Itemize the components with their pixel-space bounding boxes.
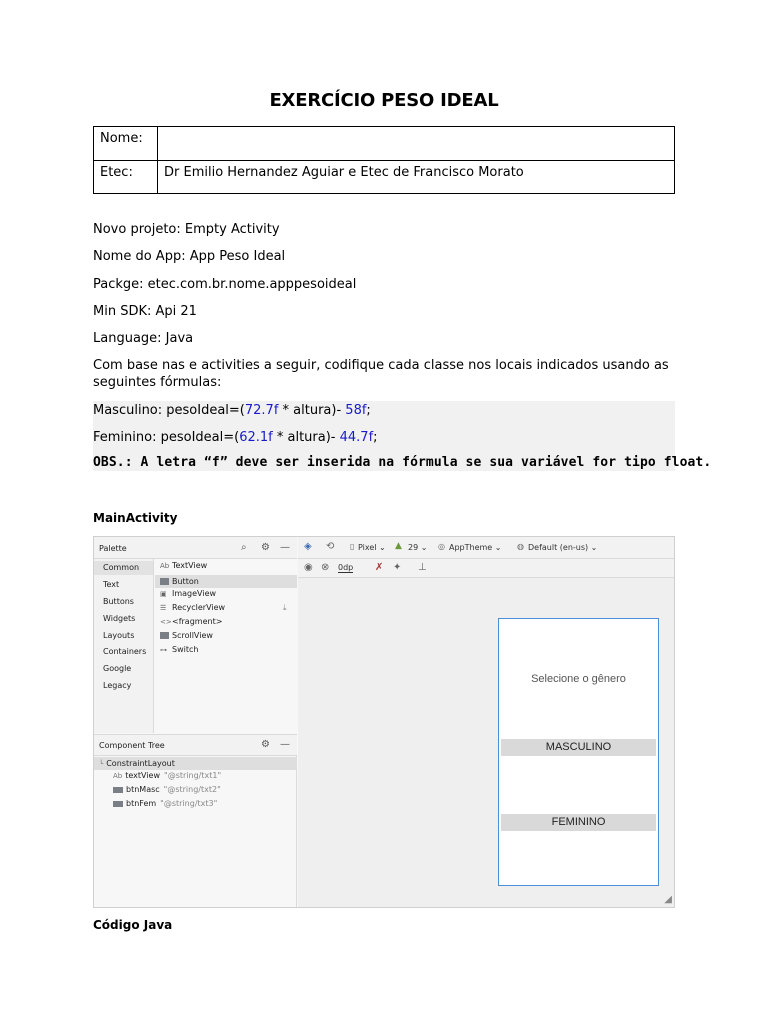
button-icon xyxy=(160,578,169,585)
package-text: Packge: etec.com.br.nome.apppesoideal xyxy=(93,277,357,292)
category-common[interactable]: Common xyxy=(94,561,153,575)
formula-text: * altura)- xyxy=(278,403,346,418)
orientation-icon[interactable]: ⟲ xyxy=(326,541,335,552)
design-toolbar xyxy=(298,537,675,559)
feminino-button[interactable]: FEMININO xyxy=(501,814,656,831)
palette-item-imageview[interactable] xyxy=(160,589,216,598)
android-studio-screenshot xyxy=(93,536,675,908)
margin-select[interactable] xyxy=(338,563,353,573)
min-sdk-text: Min SDK: Api 21 xyxy=(93,304,197,319)
instruction-text: Com base nas e activities a seguir, codifique cada classe nos locais indicados usando as seguintes fórmulas: xyxy=(93,358,669,390)
category-legacy[interactable]: Legacy xyxy=(103,681,132,690)
eye-icon[interactable]: ◉ xyxy=(304,562,313,573)
gender-prompt-label: Selecione o gênero xyxy=(531,673,626,685)
layers-icon[interactable]: ◈ xyxy=(304,541,312,552)
constraint-toolbar xyxy=(298,559,675,578)
palette-item-scrollview[interactable] xyxy=(160,631,213,640)
formula-number: 44.7f xyxy=(339,430,374,445)
formula-text: Feminino: pesoIdeal=( xyxy=(93,430,240,445)
search-icon[interactable]: ⌕ xyxy=(241,542,247,553)
formula-masculino xyxy=(93,403,371,418)
device-icon: ▯ xyxy=(350,542,355,551)
magnet-icon[interactable]: ⊗ xyxy=(321,562,330,573)
minimize-icon[interactable]: — xyxy=(280,739,290,750)
table-row xyxy=(94,127,675,161)
etec-value: Dr Emilio Hernandez Aguiar e Etec de Francisco Morato xyxy=(158,161,675,194)
formula-number: 72.7f xyxy=(244,403,279,418)
code-icon: <> xyxy=(160,618,172,626)
component-tree-title: Component Tree xyxy=(99,741,165,750)
formula-feminino xyxy=(93,430,378,445)
design-canvas[interactable] xyxy=(298,578,675,908)
palette-header xyxy=(94,537,297,559)
download-icon[interactable]: ⤓ xyxy=(283,603,287,612)
item-label: TextView xyxy=(172,561,208,570)
locale-label: Default (en-us) xyxy=(528,543,589,552)
minimize-icon[interactable]: — xyxy=(280,542,290,553)
palette-categories xyxy=(94,559,154,733)
tree-node-btnfem[interactable] xyxy=(113,799,217,808)
device-preview xyxy=(498,618,659,886)
api-label: 29 xyxy=(408,543,419,552)
node-label: textView xyxy=(125,771,161,780)
infer-constraints-icon[interactable]: ✦ xyxy=(393,562,402,573)
node-label: ConstraintLayout xyxy=(106,759,175,768)
category-containers[interactable]: Containers xyxy=(103,647,147,656)
info-table xyxy=(93,126,675,194)
component-tree xyxy=(94,756,297,908)
list-icon: ☰ xyxy=(160,604,167,612)
gear-icon[interactable]: ⚙ xyxy=(261,542,270,553)
category-google[interactable]: Google xyxy=(103,664,132,673)
component-tree-header xyxy=(94,734,297,756)
masculino-button[interactable]: MASCULINO xyxy=(501,739,656,756)
palette-items xyxy=(155,559,297,733)
palette-item-textview[interactable] xyxy=(160,561,207,570)
obs-note: OBS.: A letra “f” deve ser inserida na fórmula se sua variável for tipo float. xyxy=(93,455,712,470)
theme-label: AppTheme xyxy=(449,543,493,552)
palette-item-fragment[interactable] xyxy=(160,617,222,626)
tree-node-btnmasc[interactable] xyxy=(113,785,221,794)
item-label: ImageView xyxy=(172,589,217,598)
etec-label: Etec: xyxy=(94,161,158,194)
image-icon: ▣ xyxy=(160,590,167,598)
formula-number: 58f xyxy=(345,403,367,418)
palette-item-recyclerview[interactable] xyxy=(160,603,225,612)
formula-text: ; xyxy=(366,403,371,418)
api-select[interactable]: 29 ⌄ xyxy=(408,543,428,552)
locale-select[interactable]: Default (en-us) ⌄ xyxy=(528,543,598,552)
tree-node-textview[interactable] xyxy=(113,771,221,780)
table-row xyxy=(94,161,675,194)
margin-label: 0dp xyxy=(338,563,354,572)
tree-node-constraintlayout[interactable] xyxy=(94,757,297,770)
layout-icon: └ xyxy=(99,760,104,768)
name-value xyxy=(158,127,675,161)
item-label: ScrollView xyxy=(172,631,213,640)
guidelines-icon[interactable]: ⊥ xyxy=(418,562,427,573)
novo-projeto-text: Novo projeto: Empty Activity xyxy=(93,222,280,237)
item-label: RecyclerView xyxy=(172,603,226,612)
palette-item-button[interactable] xyxy=(155,575,297,588)
node-label: btnMasc xyxy=(126,785,160,794)
name-label: Nome: xyxy=(94,127,158,161)
category-text[interactable]: Text xyxy=(103,580,120,589)
item-label: Button xyxy=(172,577,199,586)
theme-select[interactable]: AppTheme ⌄ xyxy=(449,543,502,552)
formula-number: 62.1f xyxy=(239,430,273,445)
item-label: Switch xyxy=(172,645,199,654)
node-attr: "@string/txt3" xyxy=(160,799,218,808)
formula-text: ; xyxy=(373,430,378,445)
gear-icon[interactable]: ⚙ xyxy=(261,739,270,750)
formula-text: * altura)- xyxy=(272,430,340,445)
document-title: EXERCÍCIO PESO IDEAL xyxy=(269,90,499,111)
language-text: Language: Java xyxy=(93,331,194,346)
category-widgets[interactable]: Widgets xyxy=(103,614,136,623)
palette-item-switch[interactable] xyxy=(160,645,198,654)
globe-icon: ◍ xyxy=(517,542,524,551)
node-label: btnFem xyxy=(126,799,157,808)
device-label: Pixel xyxy=(358,543,377,552)
android-icon: ▲ xyxy=(395,541,402,551)
button-icon xyxy=(113,787,123,793)
device-select[interactable]: Pixel ⌄ xyxy=(358,543,386,552)
node-attr: "@string/txt2" xyxy=(163,785,221,794)
node-attr: "@string/txt1" xyxy=(164,771,222,780)
switch-icon: ⊶ xyxy=(160,646,167,654)
item-label: <fragment> xyxy=(172,617,223,626)
section-java-code: Código Java xyxy=(93,918,173,932)
text-icon: Ab xyxy=(113,772,123,780)
category-buttons[interactable]: Buttons xyxy=(103,597,134,606)
nome-app-text: Nome do App: App Peso Ideal xyxy=(93,249,286,264)
formula-text: Masculino: pesoIdeal=( xyxy=(93,403,245,418)
clear-constraints-icon[interactable]: ✗ xyxy=(375,562,384,573)
resize-handle-icon[interactable]: ◢ xyxy=(664,894,672,905)
scroll-icon xyxy=(160,632,169,639)
section-main-activity: MainActivity xyxy=(93,511,178,525)
text-icon: Ab xyxy=(160,562,170,570)
category-layouts[interactable]: Layouts xyxy=(103,631,135,640)
button-icon xyxy=(113,801,123,807)
theme-icon: ◎ xyxy=(438,542,445,551)
palette-title: Palette xyxy=(99,544,127,553)
